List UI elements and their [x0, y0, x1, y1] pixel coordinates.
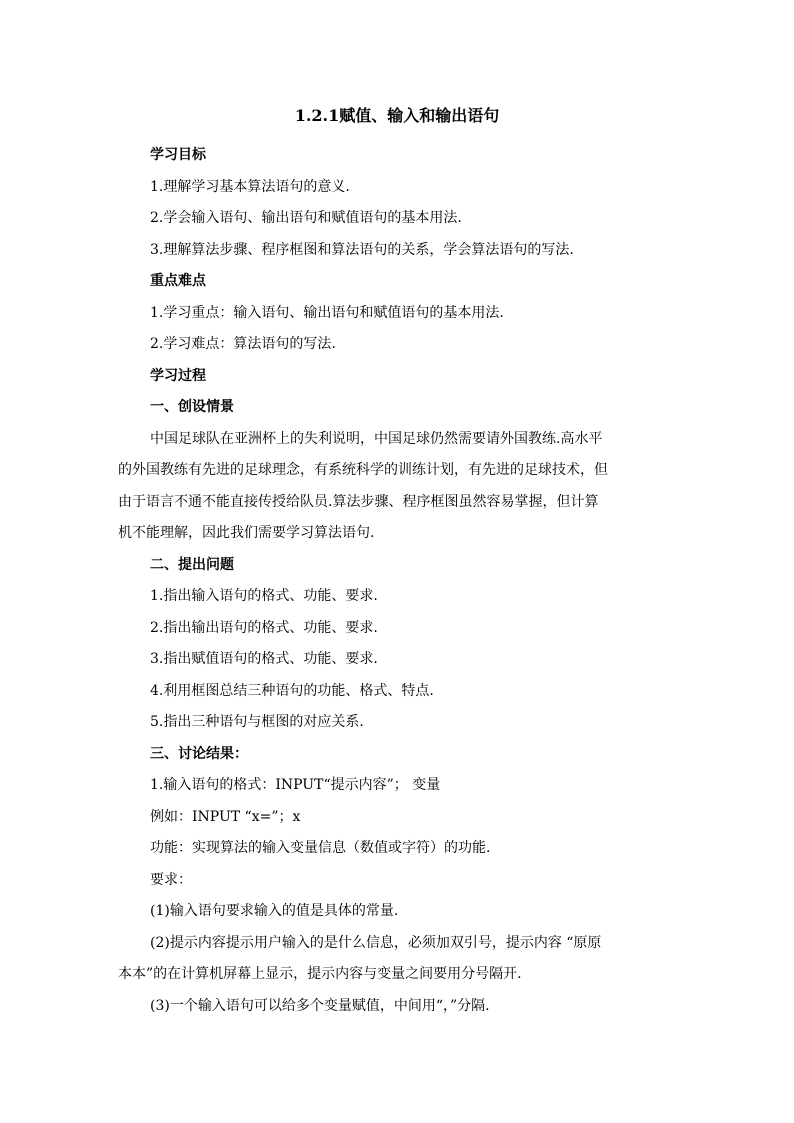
page-title: 1.2.1赋值、输入和输出语句	[294, 106, 500, 125]
paragraph-line: 中国足球队在亚洲杯上的失利说明，中国足球仍然需要请外国教练.高水平	[150, 430, 603, 447]
paragraph-line: 本本”的在计算机屏幕上显示，提示内容与变量之间要用分号隔开.	[118, 966, 522, 982]
part1-paragraph	[118, 424, 678, 550]
paragraph-line: 机不能理解，因此我们需要学习算法语句.	[118, 525, 375, 541]
result-item: (1)输入语句要求输入的值是具体的常量.	[150, 903, 399, 919]
paragraph-line: 的外国教练有先进的足球理念，有系统科学的训练计划，有先进的足球技术，但	[118, 462, 608, 478]
key-item: 2.学习难点：算法语句的写法.	[150, 336, 336, 352]
part2-heading: 二、提出问题	[150, 556, 234, 573]
document-body	[118, 140, 678, 1022]
goals-heading: 学习目标	[150, 147, 206, 163]
goal-item: 3.理解算法步骤、程序框图和算法语句的关系，学会算法语句的写法.	[150, 241, 574, 258]
result-item: (3)一个输入语句可以给多个变量赋值，中间用“，”分隔.	[150, 997, 490, 1014]
part3-heading: 三、讨论结果：	[150, 745, 248, 762]
result-item: 功能：实现算法的输入变量信息（数值或字符）的功能.	[150, 840, 491, 856]
key-heading: 重点难点	[150, 273, 206, 289]
question-item: 2.指出输出语句的格式、功能、要求.	[150, 619, 378, 636]
result-item: 例如：INPUT “x=”；x	[150, 808, 301, 825]
goal-item: 2.学会输入语句、输出语句和赋值语句的基本用法.	[150, 210, 462, 226]
result-item-2-paragraph	[118, 928, 678, 991]
question-item: 5.指出三种语句与框图的对应关系.	[150, 714, 364, 730]
question-item: 3.指出赋值语句的格式、功能、要求.	[150, 651, 378, 667]
key-item: 1.学习重点：输入语句、输出语句和赋值语句的基本用法.	[150, 304, 504, 321]
process-heading: 学习过程	[150, 367, 206, 384]
part1-heading: 一、创设情景	[150, 399, 234, 415]
paragraph-line: (2)提示内容提示用户输入的是什么信息，必须加双引号，提示内容 “原原	[150, 934, 602, 951]
result-item: 1.输入语句的格式：INPUT“提示内容”； 变量	[150, 777, 441, 793]
result-item: 要求：	[150, 871, 192, 888]
goal-item: 1.理解学习基本算法语句的意义.	[150, 178, 350, 195]
paragraph-line: 由于语言不通不能直接传授给队员.算法步骤、程序框图虽然容易掌握，但计算	[118, 493, 599, 510]
question-item: 4.利用框图总结三种语句的功能、格式、特点.	[150, 682, 434, 699]
question-item: 1.指出输入语句的格式、功能、要求.	[150, 588, 378, 604]
